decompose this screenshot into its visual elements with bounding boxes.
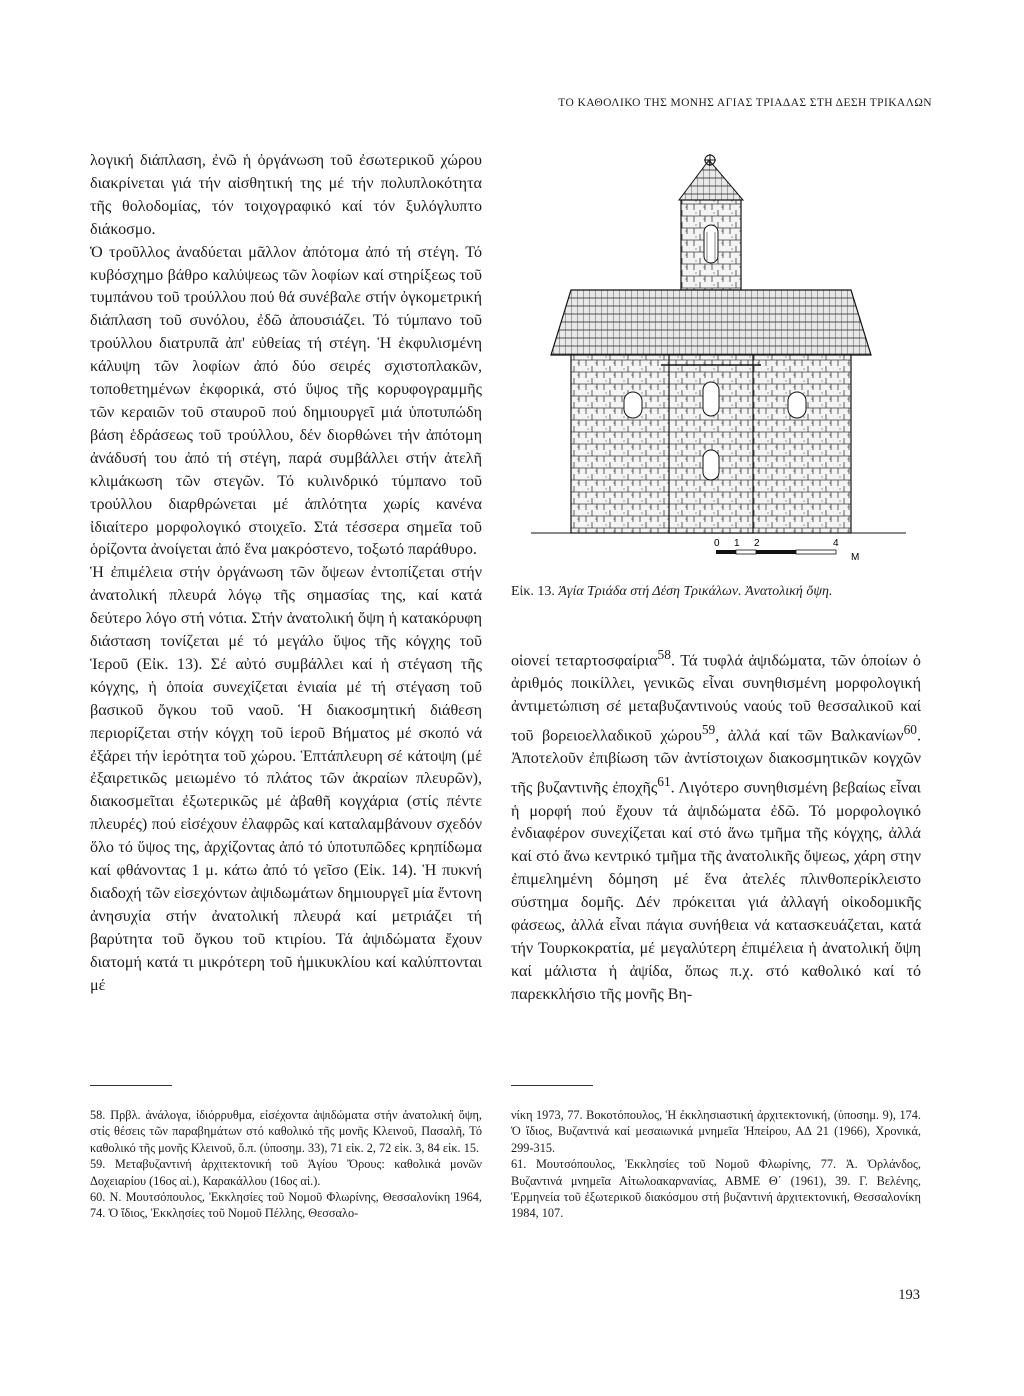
figure-caption: [511, 584, 832, 600]
scale-bar: [714, 538, 859, 563]
figure-caption-text: Ἁγία Τριάδα στή Δέση Τρικάλων. Ἀνατολική ὄψη.: [558, 584, 833, 599]
paragraph: [511, 644, 921, 1007]
footnote: 61. Μουτσόπουλος, Ἐκκλησίες τοῦ Νομοῦ Φλωρίνης, 77. Ἀ. Ὀρλάνδος, Βυζαντινά μνημεῖα Αἰτωλοακαρνανίας, ΑΒΜΕ Θ΄ (1961), 39. Γ. Βελένης, Ἑρμηνεία τοῦ ἐξωτερικοῦ διακόσμου στή βυζαντινή ἀρχιτεκτονική, Θεσσαλονίκη 1984, 107.: [511, 1157, 921, 1221]
paragraph: Ὁ τροῦλλος ἀναδύεται μᾶλλον ἀπότομα ἀπό τή στέγη. Τό κυβόσχημο βάθρο καλύψεως τῶν λοφίων καί στηρίξεως τοῦ τυμπάνου τοῦ τρούλλου πού θά συνέβαλε στήν ὀγκομετρική διάπλαση τοῦ συνόλου, ἐδῶ ἀπουσιάζει. Τό τύμπανο τοῦ τρούλλου διατρυπᾶ ἀπ' εὐθείας τή στέγη. Ἡ ἐκφυλισμένη κάλυψη τῶν λοφίων ἀπό δύο σειρές σχιστοπλακῶν, τοποθετημένων ἐκφορικά, στό ὕψος τῆς κορυφογραμμῆς τῶν κεραιῶν τοῦ σταυροῦ πού δημιουργεῖ μιά ὑποτυπώδη βάση ἑδράσεως τοῦ τρούλλου, δέν διορθώνει τήν ἀπότομη ἀνάδυσή του ἀπό τή στέγη, παρά συμβάλλει στήν ἀτελῆ κλιμάκωση τῶν στεγῶν. Τό κυλινδρικό τύμπανο τοῦ τρούλλου διαρθρώνεται μέ ἁπλότητα χωρίς κανένα ἰδιαίτερο μορφολογικό στοιχεῖο. Στά τέσσερα σημεῖα τοῦ ὁρίζοντα ἀνοίγεται ἀπό ἕνα μακρόστενο, τοξωτό παράθυρο.: [90, 243, 482, 559]
scale-tick: 4: [833, 538, 839, 549]
body-column-right: [511, 644, 921, 1007]
text-run: οἱονεί τεταρτοσφαίρια: [511, 652, 658, 670]
scale-tick: 0: [714, 538, 720, 549]
scale-tick: 1: [734, 538, 740, 549]
footnotes-left: [90, 1107, 482, 1222]
text-run: , ἀλλά καί τῶν Βαλκανίων: [715, 727, 904, 745]
paragraph: λογική διάπλαση, ἐνῶ ἡ ὀργάνωση τοῦ ἐσωτερικοῦ χώρου διακρίνεται γιά τήν αἰσθητική της μέ τήν πολυπλοκότητα τῆς θολοδομίας, τόν τοιχογραφικό καί τόν ξυλόγλυπτο διάκοσμο.: [90, 152, 482, 238]
footnotes-right: [511, 1107, 921, 1222]
page-number: 193: [898, 1287, 920, 1303]
body-column-left: [90, 150, 482, 998]
running-title: ΤΟ ΚΑΘΟΛΙΚΟ ΤΗΣ ΜΟΝΗΣ ΑΓΙΑΣ ΤΡΙΑΔΑΣ ΣΤΗ ΔΕΣΗ ΤΡΙΚΑΛΩΝ: [558, 97, 932, 109]
footnote-ref[interactable]: 58: [657, 647, 671, 662]
footnote-ref[interactable]: 61: [657, 774, 671, 790]
scale-tick: 2: [754, 538, 760, 549]
church-east-elevation-drawing: [511, 150, 921, 580]
footnote: 59. Μεταβυζαντινή ἀρχιτεκτονική τοῦ Ἁγίου Ὄρους: καθολικά μονῶν Δοχειαρίου (16ος αἰ.), Καρακάλλου (16ος αἰ.).: [90, 1157, 482, 1188]
paragraph: Ἡ ἐπιμέλεια στήν ὀργάνωση τῶν ὄψεων ἐντοπίζεται στήν ἀνατολική πλευρά λόγῳ τῆς σημασίας της, καί κατά δεύτερο λόγο στή νότια. Στήν ἀνατολική ὄψη ἡ κατακόρυφη διάσταση τονίζεται μέ τό μεγάλο ὕψος τῆς κόγχης τοῦ Ἱεροῦ (Εἰκ. 13). Σέ αὐτό συμβάλλει καί ἡ στέγαση τῆς κόγχης, ἡ ὁποία συνεχίζεται ἑνιαία μέ τή στέγαση τοῦ βασικοῦ ὄγκου τοῦ ναοῦ. Ἡ διακοσμητική διάθεση περιορίζεται στήν κόγχη τοῦ ἱεροῦ Βήματος μέ σκοπό νά ἐξάρει τήν ἱερότητα τοῦ χώρου. Ἑπτάπλευρη σέ κάτοψη (μέ ἐξαιρετικῶς μειωμένο τό πλάτος τῶν ἀκραίων πλευρῶν), διακοσμεῖται ἐξωτερικῶς μέ ἀβαθῆ κογχάρια (στίς πέντε πλευρές) πού εἰσέχουν ἐλαφρῶς καί καταλαμβάνουν σχεδόν ὅλο τό ὕψος της, ἀρχίζοντας ἀπό τό ὑποτυπῶδες κρηπίδωμα καί φθάνοντας 1 μ. κάτω ἀπό τό γεῖσο (Εἰκ. 14). Ἡ πυκνή διαδοχή τῶν εἰσεχόντων ἀψιδωμάτων δημιουργεῖ μία ἔντονη ἀνησυχία στήν ἀνατολική πλευρά καί μετριάζει τή βαρύτητα τοῦ ὄγκου τοῦ κτιρίου. Τά ἀψιδώματα ἔχουν διατομή κατά τι μικρότερη τοῦ ἡμικυκλίου καί καλύπτονται μέ: [90, 564, 482, 994]
text-run: . Λιγότερο συνηθισμένη βεβαίως εἶναι ἡ μορφή πού ἔχουν τά ἀψιδώματα ἐδῶ. Τό μορφολογικό ἐνδιαφέρον συνεχίζεται καί στό ἄνω τμῆμα τῆς κόγχης, ἀλλά καί στό ἄνω κεντρικό τμῆμα τῆς ἀνατολικῆς ὄψεως, χάρη στην ἐπιμελημένη δόμηση μέ ἕνα ἀτελές πλινθοπερίκλειστο σύστημα δομῆς. Δέν πρόκειται γιά ἀλλαγή οἰκοδομικῆς φάσεως, ἀλλά εἶναι πάγια συνήθεια νά κατασκευάζεται, κατά τήν Τουρκοκρατία, μέ μεγαλύτερη ἐπιμέλεια ἡ ἀνατολική ὄψη καί μάλιστα ἡ ἀψίδα, ὅπως π.χ. στό καθολικό καί τό παρεκκλήσιο τῆς μονῆς Βη-: [511, 779, 921, 1003]
figure-label: Εἰκ. 13.: [511, 584, 555, 599]
text-run: . Τά τυφλά ἀψιδώματα, τῶν ὁποίων ὁ ἀριθμός ποικίλλει, γενικῶς εἶναι συνηθισμένη μορφολογική ἀντιμετώπιση σέ μεταβυζαντινούς ναούς τοῦ θεσσαλικοῦ καί τοῦ βορειοελλαδικοῦ χώρου: [511, 652, 921, 745]
text-run: . Ἀποτελοῦν ἐπιβίωση τῶν ἀντίστοιχων διακοσμητικῶν κογχῶν τῆς βυζαντινῆς ἐποχῆς: [511, 727, 921, 797]
footnote: 58. Πρβλ. ἀνάλογα, ἰδιόρρυθμα, εἰσέχοντα ἀψιδώματα στήν ἀνατολική ὄψη, στίς θέσεις τῶν παραβημάτων στό καθολικό τῆς μονῆς Κλεινοῦ, Πασαλῆ, Τό καθολικό τῆς μονῆς Κλεινοῦ, ὅ.π. (ὑποσημ. 33), 71 εἰκ. 2, 72 εἰκ. 3, 84 εἰκ. 15.: [90, 1108, 482, 1155]
figure-13: [511, 150, 921, 610]
footnote: 60. Ν. Μουτσόπουλος, Ἐκκλησίες τοῦ Νομοῦ Φλωρίνης, Θεσσαλονίκη 1964, 74. Ὁ ἴδιος, Ἐκκλησίες τοῦ Νομοῦ Πέλλης, Θεσσαλο-: [90, 1190, 482, 1221]
scale-unit: M: [851, 552, 860, 563]
footnote-divider: [511, 1085, 593, 1086]
footnote-divider: [90, 1085, 172, 1086]
footnote-ref[interactable]: 60: [903, 722, 917, 738]
footnote-ref[interactable]: 59: [701, 722, 716, 738]
footnote: νίκη 1973, 77. Βοκοτόπουλος, Ἡ ἐκκλησιαστική ἀρχιτεκτονική, (ὑποσημ. 9), 174. Ὁ ἴδιος, Βυζαντινά καί μεσαιωνικά μνημεῖα Ἠπείρου, ΑΔ 21 (1966), Χρονικά, 299-315.: [511, 1108, 921, 1155]
